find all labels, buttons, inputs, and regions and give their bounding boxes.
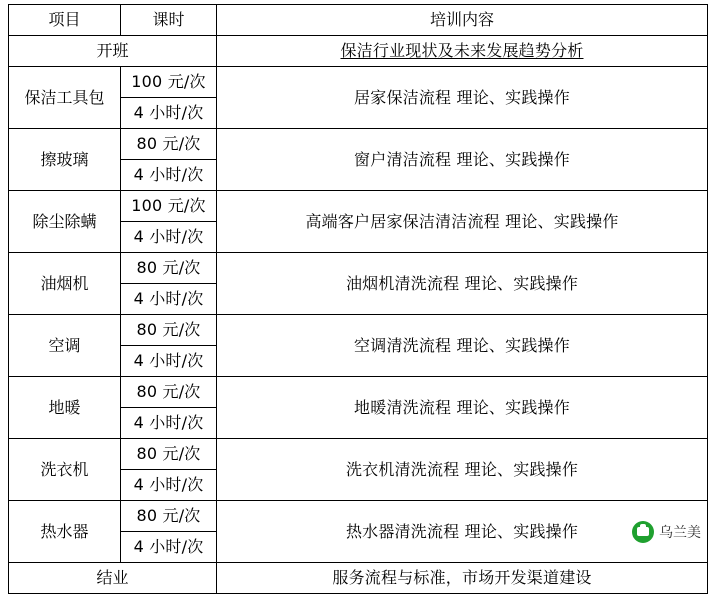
table-row	[9, 439, 708, 470]
table-row	[9, 315, 708, 346]
table-row	[9, 67, 708, 98]
table-row	[9, 191, 708, 222]
row-hours-price: 80 元/次	[121, 501, 217, 532]
row-content: 洗衣机清洗流程 理论、实践操作	[217, 439, 708, 501]
header-content: 培训内容	[217, 5, 708, 36]
row-hours-duration: 4 小时/次	[121, 160, 217, 191]
row-item-name: 结业	[9, 563, 217, 594]
row-item-name: 热水器	[9, 501, 121, 563]
row-hours-duration: 4 小时/次	[121, 98, 217, 129]
row-content: 热水器清洗流程 理论、实践操作	[217, 501, 708, 563]
row-hours-duration: 4 小时/次	[121, 346, 217, 377]
row-item-name: 空调	[9, 315, 121, 377]
row-content: 窗户清洁流程 理论、实践操作	[217, 129, 708, 191]
row-hours-duration: 4 小时/次	[121, 532, 217, 563]
row-item-name: 洗衣机	[9, 439, 121, 501]
watermark-label: 乌兰美	[659, 525, 701, 541]
header-hours: 课时	[121, 5, 217, 36]
row-hours-price: 100 元/次	[121, 191, 217, 222]
row-item-name: 擦玻璃	[9, 129, 121, 191]
row-content: 高端客户居家保洁清洁流程 理论、实践操作	[217, 191, 708, 253]
row-hours-price: 80 元/次	[121, 315, 217, 346]
row-item-name: 地暖	[9, 377, 121, 439]
table-row	[9, 563, 708, 594]
table-row	[9, 129, 708, 160]
row-hours-duration: 4 小时/次	[121, 222, 217, 253]
row-hours-price: 80 元/次	[121, 439, 217, 470]
row-hours-price: 80 元/次	[121, 377, 217, 408]
table-row	[9, 377, 708, 408]
row-hours-duration: 4 小时/次	[121, 408, 217, 439]
row-hours-price: 100 元/次	[121, 67, 217, 98]
table-row	[9, 501, 708, 532]
row-content: 地暖清洗流程 理论、实践操作	[217, 377, 708, 439]
row-item-name: 油烟机	[9, 253, 121, 315]
row-hours-price: 80 元/次	[121, 129, 217, 160]
row-content: 服务流程与标准，市场开发渠道建设	[217, 563, 708, 594]
row-hours-duration: 4 小时/次	[121, 470, 217, 501]
header-item: 项目	[9, 5, 121, 36]
row-item-name: 除尘除螨	[9, 191, 121, 253]
table-row	[9, 36, 708, 67]
row-item-name: 保洁工具包	[9, 67, 121, 129]
row-content: 油烟机清洗流程 理论、实践操作	[217, 253, 708, 315]
row-hours-price: 80 元/次	[121, 253, 217, 284]
table-header-row	[9, 5, 708, 36]
course-table-sheet	[8, 4, 707, 587]
training-course-table	[8, 4, 708, 594]
row-hours-duration: 4 小时/次	[121, 284, 217, 315]
row-content: 空调清洗流程 理论、实践操作	[217, 315, 708, 377]
row-content: 保洁行业现状及未来发展趋势分析	[217, 36, 708, 67]
row-item-name: 开班	[9, 36, 217, 67]
table-row	[9, 253, 708, 284]
row-content: 居家保洁流程 理论、实践操作	[217, 67, 708, 129]
